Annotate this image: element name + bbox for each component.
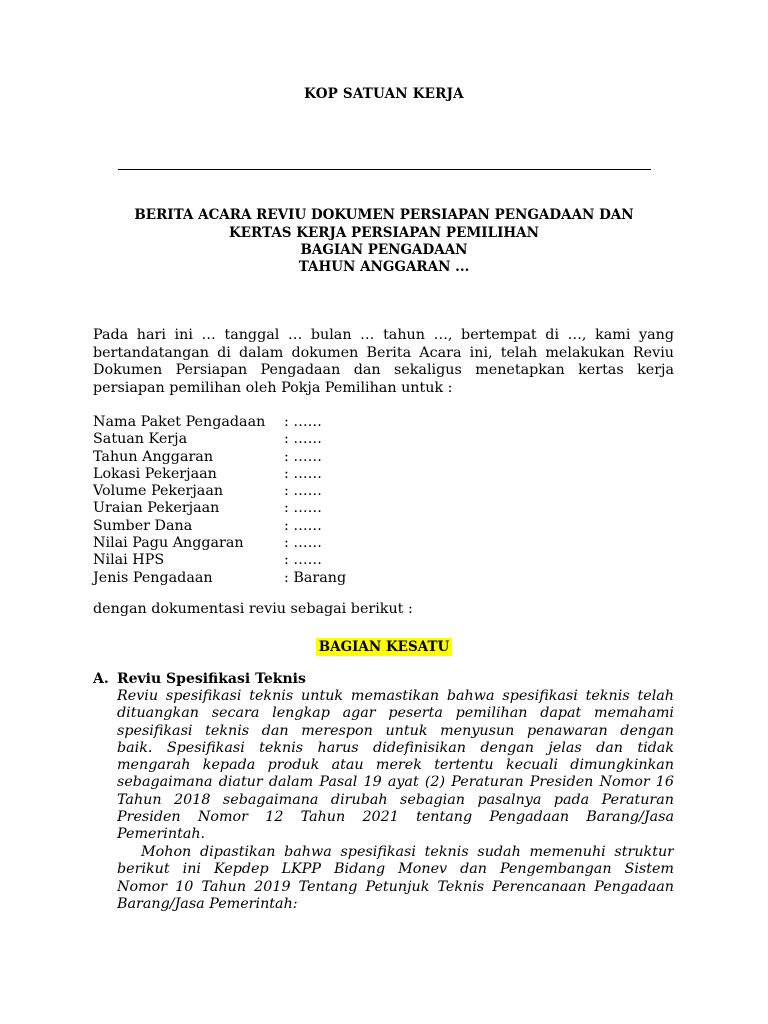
document-title-line-2: KERTAS KERJA PERSIAPAN PEMILIHAN [229, 225, 539, 241]
field-label: Tahun Anggaran [93, 448, 214, 465]
field-value: : Barang [284, 569, 347, 586]
intro-line: Pada hari ini … tanggal … bulan … tahun …, bertempat di …, kami yang [93, 327, 674, 343]
paragraph-line: berikut ini Kepdep LKPP Bidang Monev dan Pengembangan Sistem [117, 861, 674, 878]
field-value: : …… [284, 500, 322, 517]
field-label: Volume Pekerjaan [93, 483, 224, 500]
field-value: : …… [284, 552, 322, 569]
paragraph-line: sebagaimana diatur dalam Pasal 19 ayat (2) Peraturan Presiden Nomor 16 [117, 774, 674, 791]
field-label: Satuan Kerja [93, 431, 188, 448]
package-fields [93, 414, 346, 587]
documentation-intro: dengan dokumentasi reviu sebagai berikut : [93, 601, 413, 617]
field-row [93, 552, 346, 569]
section-heading-highlighted: BAGIAN KESATU [316, 638, 453, 656]
paragraph-line: spesifikasi teknis dan merespon untuk menyusun penawaran dengan [117, 722, 674, 739]
paragraph-line: Tahun 2018 sebagaimana dirubah sebagian pasalnya pada Peraturan [117, 791, 674, 808]
field-value: : …… [284, 448, 322, 465]
paragraph-line: Mohon dipastikan bahwa spesifikasi teknis sudah memenuhi struktur [141, 844, 674, 860]
field-row [93, 570, 346, 587]
field-value: : …… [284, 465, 322, 482]
field-row [93, 483, 346, 500]
intro-line: bertandatangan di dalam dokumen Berita Acara ini, telah melakukan Reviu [93, 344, 674, 361]
paragraph-line: Pemerintah. [117, 826, 206, 843]
paragraph-line: mengarah kepada produk atau merek tertentu kecuali dimungkinkan [117, 757, 674, 774]
field-value: : …… [284, 517, 322, 534]
intro-paragraph [93, 327, 674, 397]
field-value: : …… [284, 431, 322, 448]
letterhead-placeholder: KOP SATUAN KERJA [304, 86, 464, 102]
paragraph-line: baik. Spesifikasi teknis harus didefinisikan dengan jelas dan tidak [117, 739, 674, 756]
field-value: : …… [284, 483, 322, 500]
letterhead-divider [118, 169, 651, 170]
paragraph-line: dituangkan secara lengkap agar peserta pemilihan dapat memahami [117, 705, 674, 722]
section-heading-wrap [0, 636, 768, 656]
paragraph-line: Nomor 10 Tahun 2019 Tentang Petunjuk Teknis Perencanaan Pengadaan [117, 878, 674, 895]
field-label: Nilai Pagu Anggaran [93, 535, 244, 552]
spec-review-paragraph [117, 688, 674, 844]
document-title-line-4: TAHUN ANGGARAN ... [298, 259, 470, 275]
document-title-line-1: BERITA ACARA REVIU DOKUMEN PERSIAPAN PENGADAAN DAN [134, 207, 634, 223]
field-label: Uraian Pekerjaan [93, 500, 220, 517]
subsection-letter: A. [93, 671, 109, 687]
field-label: Nilai HPS [93, 552, 165, 569]
field-row [93, 500, 346, 517]
subsection-a-heading [93, 671, 306, 687]
field-row [93, 518, 346, 535]
subsection-title: Reviu Spesifikasi Teknis [117, 671, 306, 687]
intro-line: persiapan pemilihan oleh Pokja Pemilihan untuk : [93, 379, 453, 396]
field-row [93, 414, 346, 431]
field-label: Jenis Pengadaan [93, 569, 213, 586]
paragraph-line: Barang/Jasa Pemerintah: [117, 895, 298, 912]
field-label: Nama Paket Pengadaan [93, 414, 266, 430]
field-row [93, 431, 346, 448]
spec-structure-paragraph [117, 844, 674, 913]
field-label: Lokasi Pekerjaan [93, 465, 217, 482]
document-title-line-3: BAGIAN PENGADAAN [300, 242, 468, 258]
intro-line: Dokumen Persiapan Pengadaan dan sekaligus menetapkan kertas kerja [93, 362, 674, 378]
paragraph-line: Reviu spesifikasi teknis untuk memastikan bahwa spesifikasi teknis telah [117, 688, 674, 704]
field-row [93, 466, 346, 483]
field-value: : …… [284, 414, 322, 430]
field-row [93, 535, 346, 552]
paragraph-line: Presiden Nomor 12 Tahun 2021 tentang Pengadaan Barang/Jasa [117, 809, 674, 826]
field-row [93, 449, 346, 466]
field-value: : …… [284, 535, 322, 552]
field-label: Sumber Dana [93, 517, 193, 534]
